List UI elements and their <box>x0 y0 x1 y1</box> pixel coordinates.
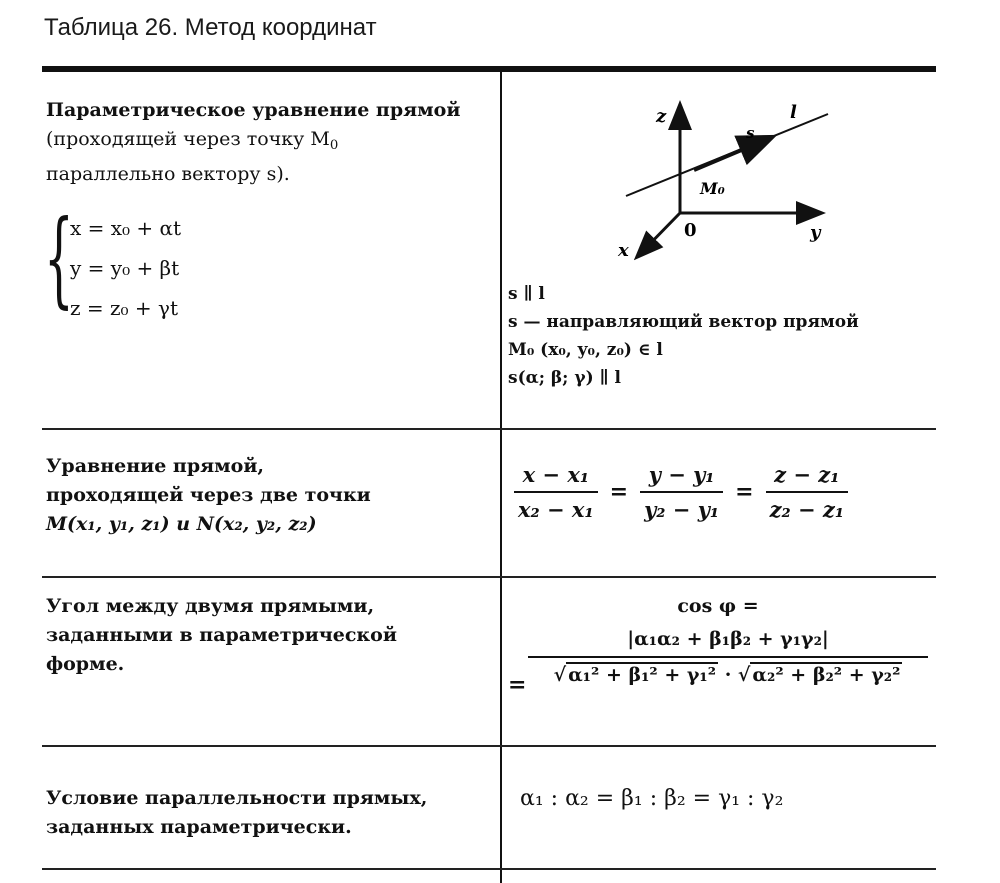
row-divider-1 <box>42 428 936 430</box>
row4-label <box>46 784 496 842</box>
row4-label-1: Условие параллельности прямых, <box>46 787 428 809</box>
row1-eq1: x = x₀ + αt <box>70 216 182 240</box>
fraction-z-num: z − z₁ <box>766 462 848 493</box>
x-axis <box>638 213 680 256</box>
vector-s <box>694 138 770 170</box>
system-brace: { <box>44 197 74 319</box>
axis-x-label: x <box>618 240 629 261</box>
page-title: Таблица 26. Метод координат <box>44 14 377 41</box>
row2-label-2: проходящей через две точки <box>46 484 371 506</box>
row1-heading-rest: (проходящей через точку M <box>46 128 330 150</box>
fraction-y-num: y − y₁ <box>640 462 723 493</box>
top-rule <box>42 66 936 72</box>
row4-label-2: заданных параметрически. <box>46 816 352 838</box>
origin-label: 0 <box>684 220 697 241</box>
angle-numerator: |α₁α₂ + β₁β₂ + γ₁γ₂| <box>528 628 928 658</box>
row1-heading-bold: Параметрическое уравнение прямой <box>46 99 461 121</box>
row1-equation-system <box>70 208 181 328</box>
row1-notes <box>508 280 859 392</box>
row2-label-1: Уравнение прямой, <box>46 455 265 477</box>
row3-label-2: заданными в параметрической <box>46 624 397 646</box>
row-divider-4 <box>42 868 936 870</box>
note-4: s(α; β; γ) ∥ l <box>508 368 621 388</box>
row3-label-1: Угол между двумя прямыми, <box>46 595 375 617</box>
row-divider-2 <box>42 576 936 578</box>
row2-label-3: M(x₁, y₁, z₁) и N(x₂, y₂, z₂) <box>46 513 317 535</box>
row1-eq2: y = y₀ + βt <box>70 256 180 280</box>
fraction-x-num: x − x₁ <box>514 462 598 493</box>
note-1: s ∥ l <box>508 284 545 304</box>
row2-label <box>46 452 496 539</box>
equals-2: = <box>735 479 754 505</box>
sqrt-right: α₂² + β₂² + γ₂² <box>752 664 901 686</box>
fraction-z <box>766 462 848 522</box>
two-point-equation <box>508 462 936 522</box>
sqrt-left: α₁² + β₁² + γ₁² <box>568 664 717 686</box>
cos-label: cos φ = <box>677 595 759 617</box>
note-3: M₀ (x₀, y₀, z₀) ∈ l <box>508 340 663 360</box>
row1-eq3: z = z₀ + γt <box>70 296 179 320</box>
parallel-condition: α₁ : α₂ = β₁ : β₂ = γ₁ : γ₂ <box>520 786 784 811</box>
angle-denominator: √ α₁² + β₁² + γ₁² · √ α₂² + β₂² + γ₂² <box>553 664 901 686</box>
row3-label-3: форме. <box>46 653 125 675</box>
fraction-y-den: y₂ − y₁ <box>644 497 720 522</box>
fraction-z-den: z₂ − z₁ <box>769 497 845 522</box>
row1-label <box>46 96 501 189</box>
row-divider-3 <box>42 745 936 747</box>
row1-heading-sub: 0 <box>329 138 339 153</box>
line-diagram <box>508 88 928 268</box>
row1-heading-line3: параллельно вектору s). <box>46 163 290 185</box>
fraction-x <box>514 462 598 522</box>
line-l-label: l <box>790 102 797 123</box>
fraction-y <box>640 462 723 522</box>
fraction-x-den: x₂ − x₁ <box>518 497 594 522</box>
column-divider <box>500 72 502 883</box>
axis-z-label: z <box>656 106 667 127</box>
axis-y-label: y <box>810 222 821 243</box>
leading-equals: = <box>508 672 527 698</box>
vector-s-label: s <box>746 124 755 142</box>
angle-fraction <box>528 628 928 686</box>
row3-label <box>46 592 496 679</box>
note-2: s — направляющий вектор прямой <box>508 312 859 332</box>
equals-1: = <box>609 479 629 505</box>
point-m0-label: M₀ <box>700 179 725 198</box>
